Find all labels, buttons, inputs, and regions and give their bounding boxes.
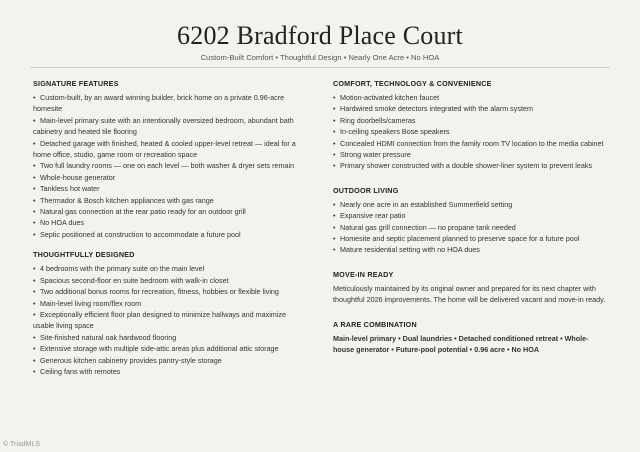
list-item-text: Nearly one acre in an established Summerfield setting — [340, 199, 513, 209]
list-item-text: Spacious second-floor en suite bedroom with walk-in closet — [40, 275, 229, 285]
list-item-text: Hardwired smoke detectors integrated with the alarm system — [340, 104, 533, 114]
list-item-text: Natural gas connection at the rear patio ready for an outdoor grill — [40, 207, 246, 217]
comfort-section — [333, 79, 608, 172]
list-item — [333, 244, 608, 255]
bullet-icon: • — [333, 127, 336, 137]
bullet-icon: • — [333, 234, 336, 244]
outdoor-living-section — [333, 186, 608, 256]
page-subtitle: Custom-Built Comfort • Thoughtful Design • Nearly One Acre • No HOA — [200, 53, 440, 62]
bullet-icon: • — [333, 138, 336, 148]
list-item — [33, 217, 303, 228]
bullet-icon: • — [33, 195, 36, 205]
list-item-text: Extensive storage with multiple side-attic areas plus additional attic storage — [40, 344, 279, 354]
bullet-icon: • — [333, 93, 336, 102]
bullet-icon: • — [333, 211, 336, 221]
bullet-icon: • — [33, 161, 36, 171]
bullet-icon: • — [33, 207, 36, 217]
list-item — [333, 103, 608, 114]
list-item — [33, 92, 303, 115]
right-column — [333, 79, 608, 366]
bullet-icon: • — [33, 366, 36, 376]
list-item — [33, 343, 303, 354]
list-item-text: Ceiling fans with remotes — [40, 366, 121, 376]
list-item — [33, 263, 303, 274]
bullet-icon: • — [33, 344, 36, 354]
page-title: 6202 Bradford Place Court — [177, 21, 463, 50]
list-item-text: Expansive rear patio — [340, 211, 406, 221]
signature-features-heading: SIGNATURE FEATURES — [33, 79, 119, 88]
list-item — [333, 138, 608, 149]
bullet-icon: • — [33, 298, 36, 308]
list-item-text: Main-level living room/flex room — [40, 298, 142, 308]
list-item-text: Tankless hot water — [40, 184, 100, 194]
list-item — [33, 298, 303, 309]
list-item — [33, 229, 303, 240]
list-item — [33, 206, 303, 217]
signature-features-section — [33, 79, 303, 240]
list-item-text: Two additional bonus rooms for recreation, fitness, hobbies or flexible living — [40, 287, 279, 297]
outdoor-living-list — [333, 199, 608, 256]
list-item — [333, 233, 608, 244]
list-item — [33, 309, 303, 332]
list-item-text: 4 bedrooms with the primary suite on the main level — [40, 264, 205, 274]
list-item-text: Mature residential setting with no HOA dues — [340, 245, 480, 255]
comfort-list — [333, 92, 608, 172]
left-column — [33, 79, 303, 387]
bullet-icon: • — [33, 218, 36, 228]
list-item — [333, 210, 608, 221]
signature-features-list — [33, 92, 303, 240]
bullet-icon: • — [33, 229, 36, 239]
list-item-text: Two full laundry rooms — one on each level — both washer & dryer sets remain — [40, 161, 295, 171]
list-item — [333, 199, 608, 210]
bullet-icon: • — [333, 161, 336, 171]
list-item-text: Generous kitchen cabinetry provides pantry-style storage — [40, 355, 222, 365]
list-item-text: Site-finished natural oak hardwood flooring — [40, 332, 177, 342]
list-item-text: Strong water pressure — [340, 150, 411, 160]
thoughtfully-designed-heading: THOUGHTFULLY DESIGNED — [33, 250, 135, 260]
list-item-text: Primary shower constructed with a double shower-liner system to prevent leaks — [340, 161, 593, 171]
list-item-text: Custom-built, by an award winning builder, brick home on a private 0.96-acre homesite — [33, 93, 285, 114]
list-item — [333, 222, 608, 233]
bullet-icon: • — [33, 309, 36, 319]
list-item-text: No HOA dues — [40, 218, 84, 228]
list-item — [333, 126, 608, 137]
bullet-icon: • — [333, 150, 336, 160]
bullet-icon: • — [333, 199, 336, 209]
bullet-icon: • — [33, 287, 36, 297]
list-item-text: Septic positioned at construction to accommodate a future pool — [40, 229, 241, 239]
list-item — [33, 160, 303, 171]
move-in-ready-text: Meticulously maintained by its original owner and prepared for its next chapter with thoughtful 2026 improvements. The home will be delivered vacant and move-in ready. — [333, 283, 606, 305]
thoughtfully-designed-list — [33, 263, 303, 377]
list-item — [333, 92, 608, 103]
bullet-icon: • — [333, 115, 336, 125]
bullet-icon: • — [333, 222, 336, 232]
bullet-icon: • — [33, 138, 36, 148]
rare-combination-heading: A RARE COMBINATION — [333, 319, 417, 329]
list-item — [333, 115, 608, 126]
comfort-heading: COMFORT, TECHNOLOGY & CONVENIENCE — [333, 79, 492, 88]
list-item — [33, 332, 303, 343]
bullet-icon: • — [33, 355, 36, 365]
rare-combination-text: Main-level primary • Dual laundries • Detached conditioned retreat • Whole-house generator • Future-pool potential • 0.96 acre • No HOA — [333, 333, 589, 355]
rare-combination-section — [333, 320, 608, 356]
list-item — [33, 195, 303, 206]
header-divider — [30, 67, 610, 68]
bullet-icon: • — [33, 184, 36, 194]
bullet-icon: • — [33, 264, 36, 274]
list-item — [33, 172, 303, 183]
move-in-ready-heading: MOVE-IN READY — [333, 269, 394, 279]
list-item-text: Homesite and septic placement planned to preserve space for a future pool — [340, 234, 580, 244]
bullet-icon: • — [33, 275, 36, 285]
list-item-text: Ring doorbells/cameras — [340, 115, 416, 125]
list-item-text: Detached garage with finished, heated & cooled upper-level retreat — ideal for a home office, studio, game room or recreation space — [33, 138, 296, 160]
bullet-icon: • — [333, 245, 336, 255]
move-in-ready-section — [333, 270, 608, 306]
outdoor-living-heading: OUTDOOR LIVING — [333, 185, 399, 195]
list-item-text: In-ceiling speakers Bose speakers — [340, 127, 450, 137]
list-item-text: Motion-activated kitchen faucet — [340, 93, 440, 102]
list-item-text: Thermador & Bosch kitchen appliances with gas range — [40, 195, 214, 205]
bullet-icon: • — [33, 172, 36, 182]
list-item-text: Exceptionally efficient floor plan designed to minimize hallways and maximize usable living space — [33, 309, 286, 331]
bullet-icon: • — [33, 332, 36, 342]
list-item — [33, 138, 303, 161]
list-item-text: Natural gas grill connection — no propane tank needed — [340, 222, 516, 232]
list-item — [333, 160, 608, 171]
list-item — [33, 286, 303, 297]
bullet-icon: • — [33, 93, 36, 102]
list-item — [333, 149, 608, 160]
list-item — [33, 183, 303, 194]
list-item — [33, 115, 303, 138]
list-item-text: Main-level primary suite with an intentionally oversized bedroom, abundant bath cabinetry and heated tile flooring — [33, 115, 294, 137]
mls-credit: © TriadMLS — [3, 441, 41, 448]
bullet-icon: • — [33, 115, 36, 125]
list-item — [33, 366, 303, 377]
list-item-text: Whole-house generator — [40, 172, 116, 182]
bullet-icon: • — [333, 104, 336, 114]
thoughtfully-designed-section — [33, 250, 303, 377]
list-item — [33, 355, 303, 366]
list-item — [33, 275, 303, 286]
list-item-text: Concealed HDMI connection from the family room TV location to the media cabinet — [340, 138, 604, 148]
